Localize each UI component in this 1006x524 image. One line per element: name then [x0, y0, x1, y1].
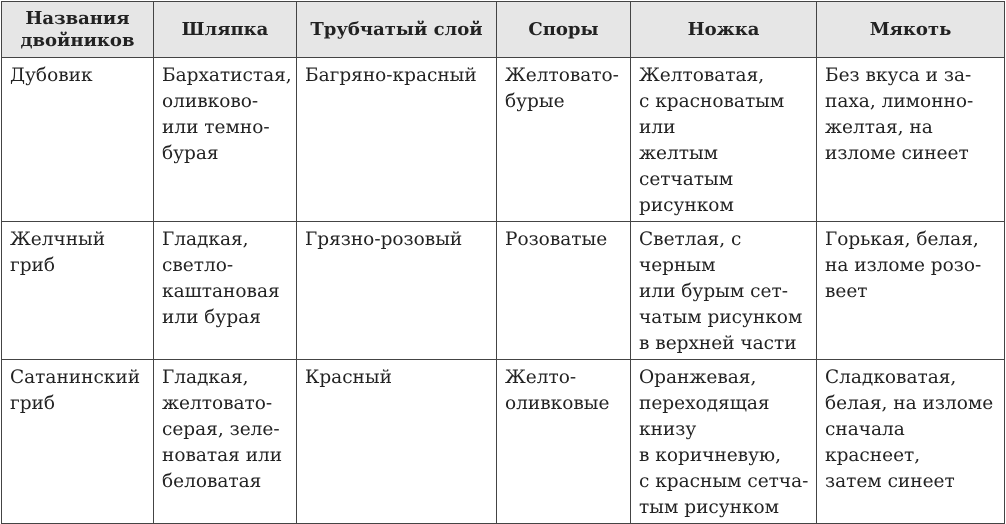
table-cell	[497, 360, 631, 524]
header-cell-cap	[154, 2, 297, 58]
table-cell	[2, 360, 154, 524]
header-cell-names	[2, 2, 154, 58]
cell-text: Оранжевая, переходящая книзу в коричневую, с красным сетча- тым рисунком	[639, 367, 809, 518]
cell-text: Желтоватая, с красноватым или желтым сетчатым рисунком	[639, 65, 785, 216]
cell-text: Желтовато- бурые	[505, 65, 619, 112]
header-label: Названия двойников	[20, 7, 135, 51]
header-cell-tube-layer	[297, 2, 497, 58]
table-cell	[2, 58, 154, 222]
header-row	[2, 2, 1005, 58]
table-cell	[631, 360, 817, 524]
table-cell	[154, 58, 297, 222]
table-row	[2, 58, 1005, 222]
header-label: Мякоть	[869, 18, 952, 40]
cell-text: Сладковатая, белая, на изломе сначала краснеет, затем синеет	[825, 367, 994, 492]
header-cell-stem	[631, 2, 817, 58]
header-cell-flesh	[817, 2, 1005, 58]
header-label: Споры	[528, 18, 599, 40]
table-cell	[497, 58, 631, 222]
cell-text: Желчный гриб	[10, 229, 106, 276]
cell-text: Дубовик	[10, 65, 93, 86]
cell-text: Горькая, белая, на изломе розо- веет	[825, 229, 982, 302]
table-cell	[154, 222, 297, 360]
cell-text: Сатанинский гриб	[10, 367, 141, 414]
header-label: Трубчатый слой	[310, 18, 483, 40]
header-label: Ножка	[687, 18, 760, 40]
cell-text: Багряно-красный	[305, 65, 477, 86]
table-cell	[817, 360, 1005, 524]
table-cell	[297, 58, 497, 222]
header-label: Шляпка	[181, 18, 269, 40]
table-row	[2, 360, 1005, 524]
cell-text: Желто- оливковые	[505, 367, 610, 414]
cell-text: Грязно-розовый	[305, 229, 463, 250]
cell-text: Без вкуса и за- паха, лимонно- желтая, на изломе синеет	[825, 65, 974, 164]
table-cell	[154, 360, 297, 524]
cell-text: Гладкая, светло- каштановая или бурая	[162, 229, 280, 328]
header-cell-spores	[497, 2, 631, 58]
table-cell	[817, 222, 1005, 360]
table-cell	[297, 222, 497, 360]
cell-text: Светлая, с черным или бурым сет- чатым рисунком в верхней части	[639, 229, 803, 354]
table-cell	[817, 58, 1005, 222]
cell-text: Розоватые	[505, 229, 608, 250]
table-cell	[297, 360, 497, 524]
table-row	[2, 222, 1005, 360]
table-cell	[631, 222, 817, 360]
table-cell	[631, 58, 817, 222]
cell-text: Бархатистая, оливково- или темно- бурая	[162, 65, 292, 164]
cell-text: Красный	[305, 367, 392, 388]
table-cell	[2, 222, 154, 360]
mushroom-twins-table	[1, 1, 1005, 524]
table-cell	[497, 222, 631, 360]
cell-text: Гладкая, желтовато- серая, зеле- новатая или беловатая	[162, 367, 283, 492]
